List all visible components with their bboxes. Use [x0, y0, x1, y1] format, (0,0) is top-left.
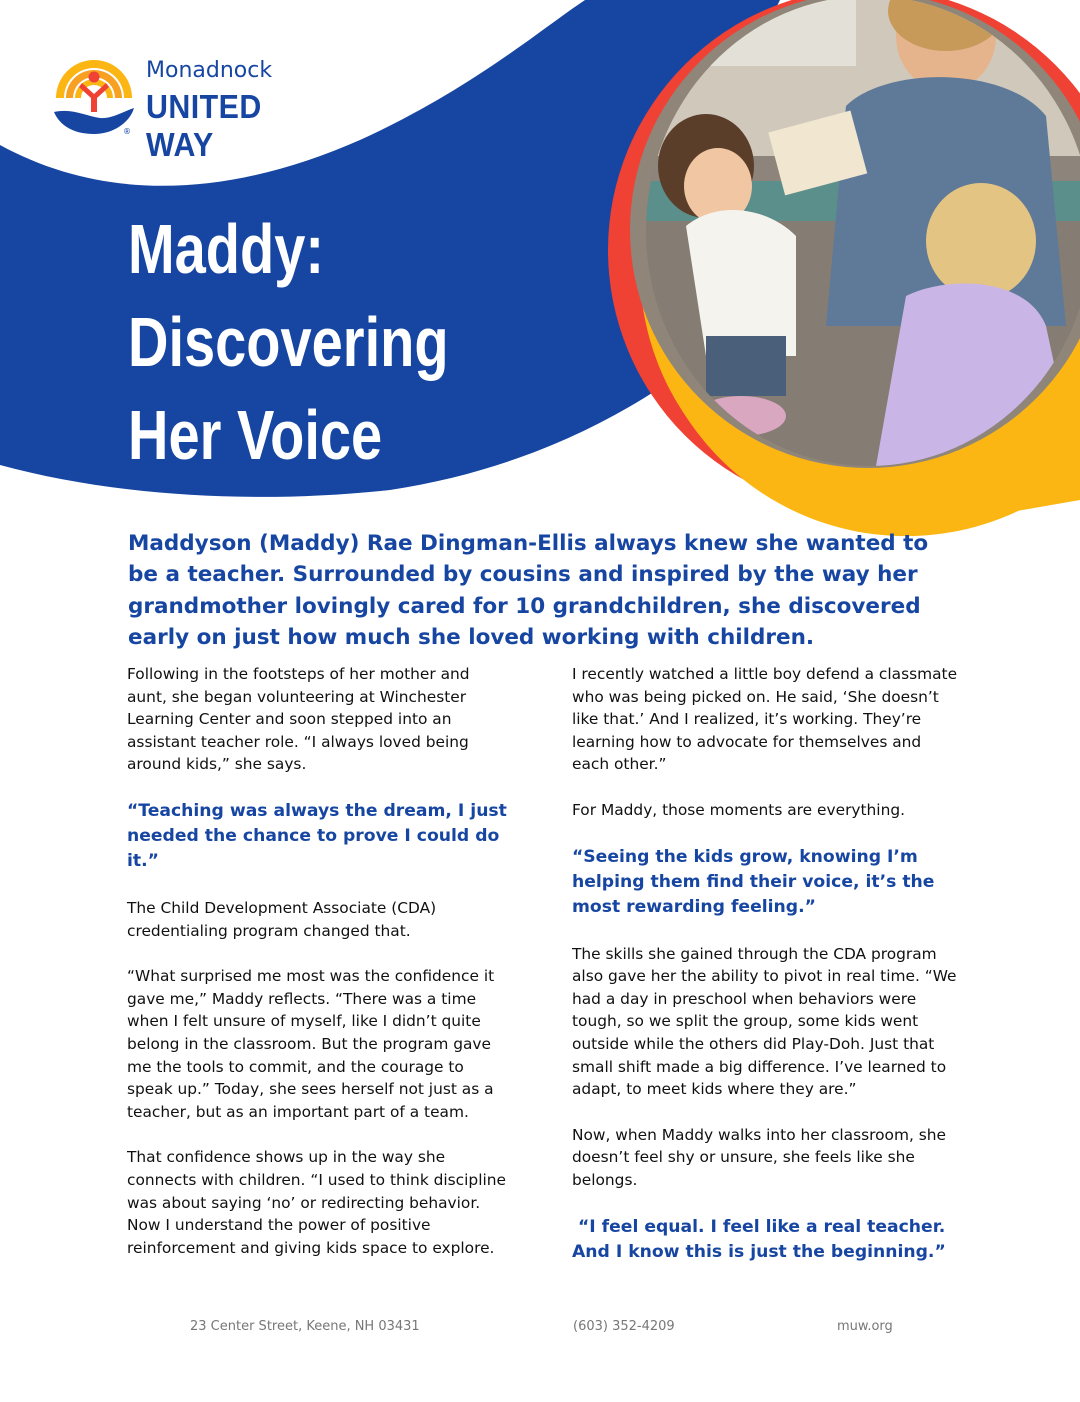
pull-quote-1: “Teaching was always the dream, I just needed the chance to prove I could do it.” — [127, 800, 507, 871]
title-line-3: Her Voice — [128, 396, 383, 474]
left-paragraph-2: The Child Development Associate (CDA) credentialing program changed that. — [127, 898, 437, 940]
right-column — [572, 663, 960, 1265]
right-paragraph-1: I recently watched a little boy defend a classmate who was being picked on. He said, ‘She doesn’t like that.’ And I realized, it’s working. They’re learning how to advocate for themselves and each other.” — [572, 665, 958, 774]
left-column — [127, 663, 512, 1259]
footer-phone: (603) 352-4209 — [573, 1319, 675, 1334]
right-paragraph-3: The skills she gained through the CDA program also gave her the ability to pivot in real time. “We had a day in preschool when behaviors were tough, so we split the group, some kids went outside while the others did Play-Doh. Just that small shift made a big difference. I’ve learned to adapt, to meet kids where they are.” — [572, 944, 957, 1099]
title-line-2: Discovering — [128, 303, 449, 381]
footer-website[interactable]: muw.org — [837, 1319, 893, 1334]
title-line-1: Maddy: — [128, 210, 324, 288]
registered-mark: ® — [123, 127, 131, 136]
logo-text-united-way: UNITED WAY — [146, 88, 262, 163]
left-paragraph-1: Following in the footsteps of her mother and aunt, she began volunteering at Winchester Learning Center and soon stepped into an assistant teacher role. “I always loved being around kids,” she says. — [127, 665, 470, 774]
logo — [50, 50, 320, 163]
photo — [646, 0, 1080, 466]
footer-address: 23 Center Street, Keene, NH 03431 — [190, 1319, 420, 1334]
left-paragraph-3: “What surprised me most was the confidence it gave me,” Maddy reflects. “There was a time when I felt unsure of myself, like I didn’t quite belong in the classroom. But the program gave me the tools to commit, and the courage to speak up.” Today, she sees herself not just as a teacher, but as an important part of a team. — [127, 967, 495, 1121]
pull-quote-3: “I feel equal. I feel like a real teacher. And I know this is just the beginning.” — [572, 1216, 952, 1262]
page-title — [128, 203, 449, 482]
intro-paragraph: Maddyson (Maddy) Rae Dingman-Ellis always knew she wanted to be a teacher. Surrounded by cousins and inspired by the way her grandmother lovingly cared for 10 grandchildren, she discovered early on just how much she loved working with children. — [128, 531, 929, 650]
right-paragraph-4: Now, when Maddy walks into her classroom, she doesn’t feel shy or unsure, she feels like she belongs. — [572, 1125, 946, 1189]
logo-text-monadnock: Monadnock — [146, 58, 273, 83]
photo-teacher-reading-to-children — [646, 0, 1080, 466]
right-paragraph-2: For Maddy, those moments are everything. — [572, 800, 905, 819]
pull-quote-2: “Seeing the kids grow, knowing I’m helping them find their voice, it’s the most rewarding feeling.” — [572, 846, 935, 917]
left-paragraph-4: That confidence shows up in the way she connects with children. “I used to think discipline was about saying ‘no’ or redirecting behavior. Now I understand the power of positive reinforcement and giving kids space to explore. — [127, 1148, 506, 1257]
